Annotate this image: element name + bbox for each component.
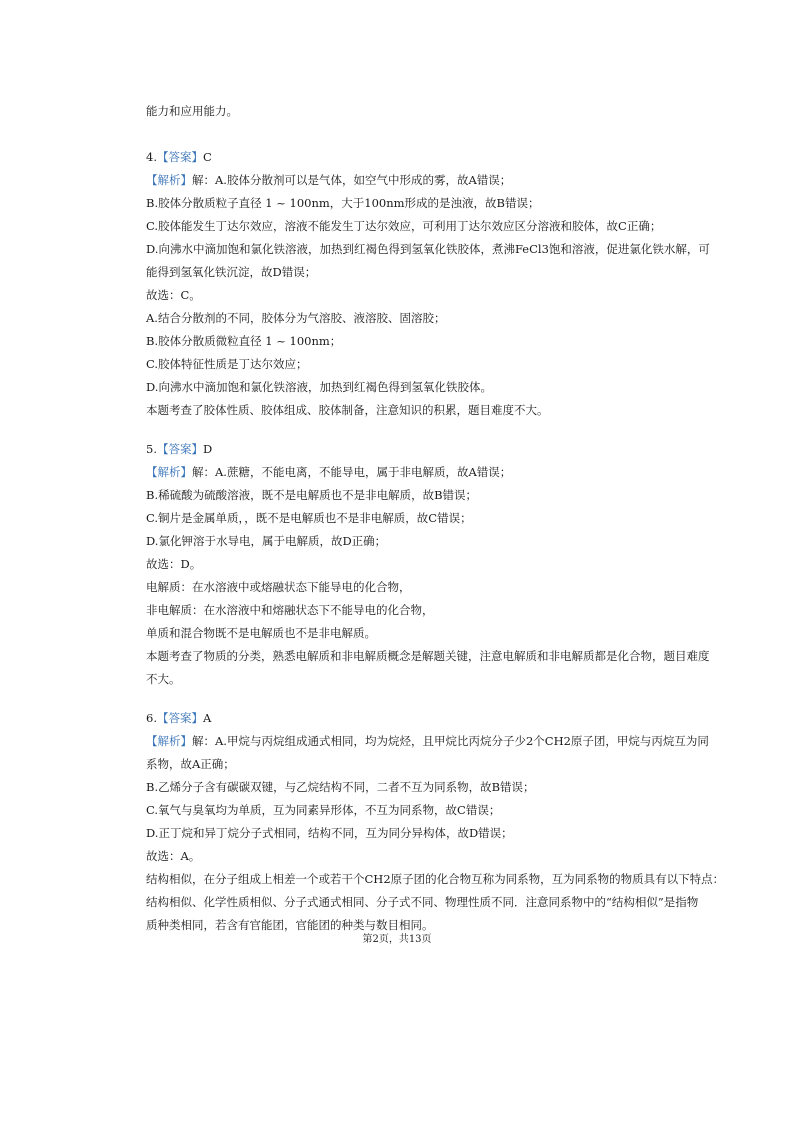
q6-number: 6. bbox=[146, 711, 157, 725]
q5-analysis-line: 【解析】解：A.蔗糖，不能电离，不能导电，属于非电解质，故A错误； bbox=[146, 465, 512, 479]
q6-analysis-line: 【解析】解：A.甲烷与丙烷组成通式相同，均为烷烃，且甲烷比丙烷分子少2个CH2原子团，甲烷与丙烷互为同 bbox=[146, 734, 709, 748]
q5-line: 不大。 bbox=[146, 672, 181, 686]
q4-line: C.胶体能发生丁达尔效应，溶液不能发生丁达尔效应，可利用丁达尔效应区分溶液和胶体，故C正确； bbox=[146, 219, 662, 233]
q4-answer-tag: 【答案】 bbox=[156, 150, 203, 164]
q4-analysis-line: 【解析】解：A.胶体分散剂可以是气体，如空气中形成的雾，故A错误； bbox=[146, 173, 512, 187]
q5-line: 电解质：在水溶液中或熔融状态下能导电的化合物， bbox=[146, 580, 411, 594]
q6-line: 结构相似，在分子组成上相差一个或若干个CH2原子团的化合物互称为同系物，互为同系物的物质具有以下特点： bbox=[146, 872, 725, 886]
q4-line: 能得到氢氧化铁沉淀，故D错误； bbox=[146, 265, 317, 279]
q4-line: D.向沸水中滴加饱和氯化铁溶液，加热到红褐色得到氢氧化铁胶体。 bbox=[146, 380, 492, 394]
q6-line: 结构相似、化学性质相似、分子式通式相同、分子式不同、物理性质不同．注意同系物中的“结构相似”是指物 bbox=[146, 895, 699, 909]
q5-line: B.稀硫酸为硫酸溶液，既不是电解质也不是非电解质，故B错误； bbox=[146, 488, 478, 502]
q4-number: 4. bbox=[146, 150, 157, 164]
q6-line: B.乙烯分子含有碳碳双键，与乙烷结构不同，二者不互为同系物，故B错误； bbox=[146, 780, 535, 794]
page-footer: 第2页，共13页 bbox=[362, 934, 432, 945]
q4-line: 故选：C。 bbox=[146, 288, 201, 302]
q6-answer-tag: 【答案】 bbox=[156, 711, 203, 725]
q5-line: 非电解质：在水溶液中和熔融状态下不能导电的化合物， bbox=[146, 603, 434, 617]
q4-line: A.结合分散剂的不同，胶体分为气溶胶、液溶胶、固溶胶； bbox=[146, 311, 446, 325]
q4-line: B.胶体分散质粒子直径 1 ~ 100nm，大于100nm形成的是浊液，故B错误； bbox=[146, 196, 540, 210]
q5-answer-heading bbox=[146, 441, 726, 457]
q5-line: C.铜片是金属单质，，既不是电解质也不是非电解质，故C错误； bbox=[146, 511, 472, 525]
q6-answer-value: A bbox=[202, 711, 212, 725]
q6-answer-heading bbox=[146, 710, 726, 726]
q6-line: D.正丁烷和异丁烷分子式相同，结构不同，互为同分异构体，故D错误； bbox=[146, 826, 513, 840]
q4-line: 本题考查了胶体性质、胶体组成、胶体制备，注意知识的积累，题目难度不大。 bbox=[146, 403, 549, 417]
q4-line: B.胶体分散质微粒直径 1 ~ 100nm； bbox=[146, 334, 342, 348]
q6-line: 故选：A。 bbox=[146, 849, 201, 863]
q4-answer-value: C bbox=[202, 150, 212, 164]
q6-analysis-tag: 【解析】 bbox=[146, 734, 192, 748]
q4-line: D.向沸水中滴加饱和氯化铁溶液，加热到红褐色得到氢氧化铁胶体，煮沸FeCl3饱和溶液，促进氯化铁水解，可 bbox=[146, 242, 710, 256]
q5-answer-value: D bbox=[202, 442, 213, 456]
q5-line: 本题考查了物质的分类，熟悉电解质和非电解质概念是解题关键，注意电解质和非电解质都是化合物，题目难度 bbox=[146, 649, 710, 663]
q4-analysis-tag: 【解析】 bbox=[146, 173, 192, 187]
q4-answer-heading bbox=[146, 149, 726, 165]
q5-line: D.氯化钾溶于水导电，属于电解质，故D正确； bbox=[146, 534, 387, 548]
q5-line: 故选：D。 bbox=[146, 557, 202, 571]
q5-answer-tag: 【答案】 bbox=[156, 442, 203, 456]
q5-analysis-tag: 【解析】 bbox=[146, 465, 192, 479]
q6-line: C.氧气与臭氧均为单质，互为同素异形体，不互为同系物，故C错误； bbox=[146, 803, 501, 817]
q4-line: C.胶体特征性质是丁达尔效应； bbox=[146, 357, 308, 371]
q5-number: 5. bbox=[146, 442, 157, 456]
q6-line: 系物，故A正确； bbox=[146, 757, 235, 771]
q6-line: 质种类相同，若含有官能团，官能团的种类与数目相同。 bbox=[146, 918, 434, 932]
intro-text: 能力和应用能力。 bbox=[146, 104, 238, 118]
q5-line: 单质和混合物既不是电解质也不是非电解质。 bbox=[146, 626, 376, 640]
